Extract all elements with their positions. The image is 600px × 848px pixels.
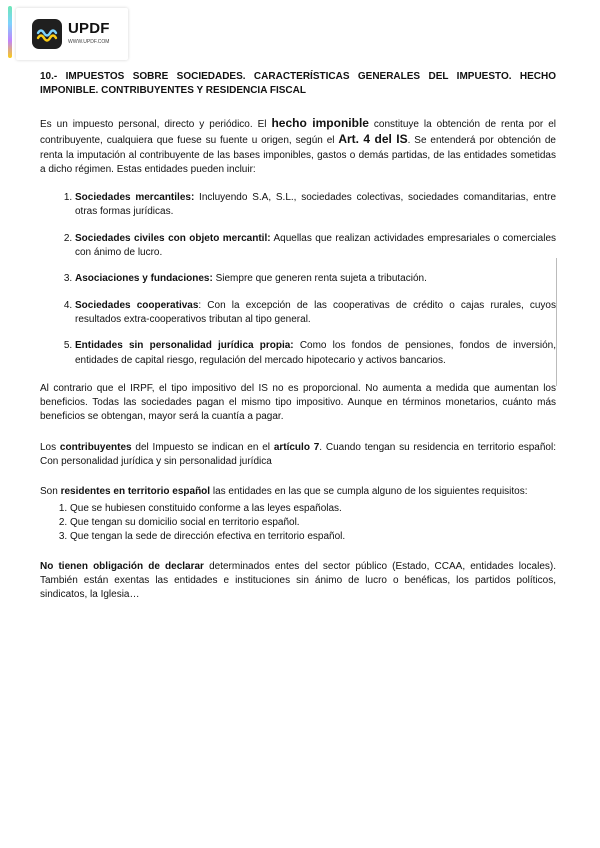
intro-text-1: Es un impuesto personal, directo y periódico. El xyxy=(40,119,272,130)
requisitos-list xyxy=(40,502,556,544)
residentes-text-1: Son xyxy=(40,486,61,498)
list-item xyxy=(75,339,556,368)
list-item-term: Sociedades mercantiles: xyxy=(75,192,195,204)
logo-name: UPDF xyxy=(68,20,110,37)
exentas-text: determinados entes del sector público (Estado, CCAA, entidades locales). También están exentas las entidades e instituciones sin ánimo de lucro o benéficas, los partidos políticos, sindicatos, la Iglesia… xyxy=(40,560,556,601)
hecho-imponible-term: hecho imponible xyxy=(271,116,369,130)
intro-text-2: constituye la obtención de renta por el contribuyente, cualquiera que fuese su fuente u origen, según el xyxy=(40,119,557,147)
contribuyentes-term: contribuyentes xyxy=(59,441,132,453)
articulo-7-term: artículo 7 xyxy=(273,441,320,453)
list-item: 1. Que se hubiesen constituido conforme a las leyes españolas. xyxy=(70,502,556,516)
list-item-text: Como los fondos de pensiones, fondos de inversión, entidades de capital riesgo, regulación del mercado hipotecario y activos bancarios. xyxy=(75,340,556,366)
list-item-text: Siempre que generen renta sujeta a tributación. xyxy=(212,273,427,285)
intro-text-3: . Se entenderá por obtención de renta la imputación al contribuyente de las bases imponibles, gastos o demás partidas, de las entidades sometidas a dicho régimen. Estas entidades pueden incluir: xyxy=(40,135,556,175)
list-item xyxy=(75,272,556,286)
article-reference: Art. 4 del IS xyxy=(338,132,408,147)
residentes-term: residentes en territorio español xyxy=(60,486,211,498)
updf-logo-icon xyxy=(32,19,62,49)
list-item: 2. Que tengan su domicilio social en territorio español. xyxy=(70,516,556,530)
residentes-paragraph xyxy=(40,485,556,499)
logo-accent-strip xyxy=(8,6,12,58)
list-item xyxy=(75,232,556,261)
list-item-term: Entidades sin personalidad jurídica propia: xyxy=(75,340,294,352)
no-obligacion-term: No tienen obligación de declarar xyxy=(40,560,204,572)
logo-url: WWW.UPDF.COM xyxy=(68,39,110,45)
contribuyentes-paragraph xyxy=(40,441,556,470)
document-page xyxy=(40,70,556,603)
exentas-paragraph xyxy=(40,560,556,603)
contrib-text-3: . Cuando tengan su residencia en territorio español: Con personalidad jurídica y sin personalidad jurídica xyxy=(40,441,556,468)
list-item-text: Aquellas que realizan actividades empresariales o comerciales con ánimo de lucro. xyxy=(75,232,557,259)
list-item-term: Sociedades civiles con objeto mercantil: xyxy=(75,232,271,244)
contrib-text-1: Los xyxy=(40,441,60,453)
list-item: 3. Que tengan la sede de dirección efectiva en territorio español. xyxy=(70,530,556,544)
section-heading: 10.- IMPUESTOS SOBRE SOCIEDADES. CARACTERÍSTICAS GENERALES DEL IMPUESTO. HECHO IMPONIBLE. CONTRIBUYENTES Y RESIDENCIA FISCAL xyxy=(40,71,556,96)
list-item xyxy=(75,299,556,328)
residentes-text-2: las entidades en las que se cumpla alguno de los siguientes requisitos: xyxy=(210,486,528,498)
list-item-term: Sociedades cooperativas xyxy=(75,299,199,311)
list-item-term: Asociaciones y fundaciones: xyxy=(75,273,213,285)
intro-paragraph xyxy=(40,116,556,177)
updf-logo xyxy=(16,8,128,60)
list-item-text: Incluyendo S.A, S.L., sociedades colectivas, sociedades comanditarias, entre otras formas jurídicas. xyxy=(75,192,557,218)
irpf-paragraph: Al contrario que el IRPF, el tipo impositivo del IS no es proporcional. No aumenta a medida que aumentan los beneficios. Todas las sociedades pagan el mismo tipo impositivo. Aunque en términos monetarios, cuánto más beneficios se obtengan, mayor será la cuantía a pagar. xyxy=(40,382,556,423)
margin-rule xyxy=(556,258,557,386)
list-item-text: : Con la excepción de las cooperativas de crédito o cajas rurales, cuyos resultados extra-cooperativos tributan al tipo general. xyxy=(75,299,556,325)
entity-list xyxy=(40,191,556,368)
list-item xyxy=(75,191,556,220)
contrib-text-2: del Impuesto se indican en el xyxy=(131,441,274,453)
